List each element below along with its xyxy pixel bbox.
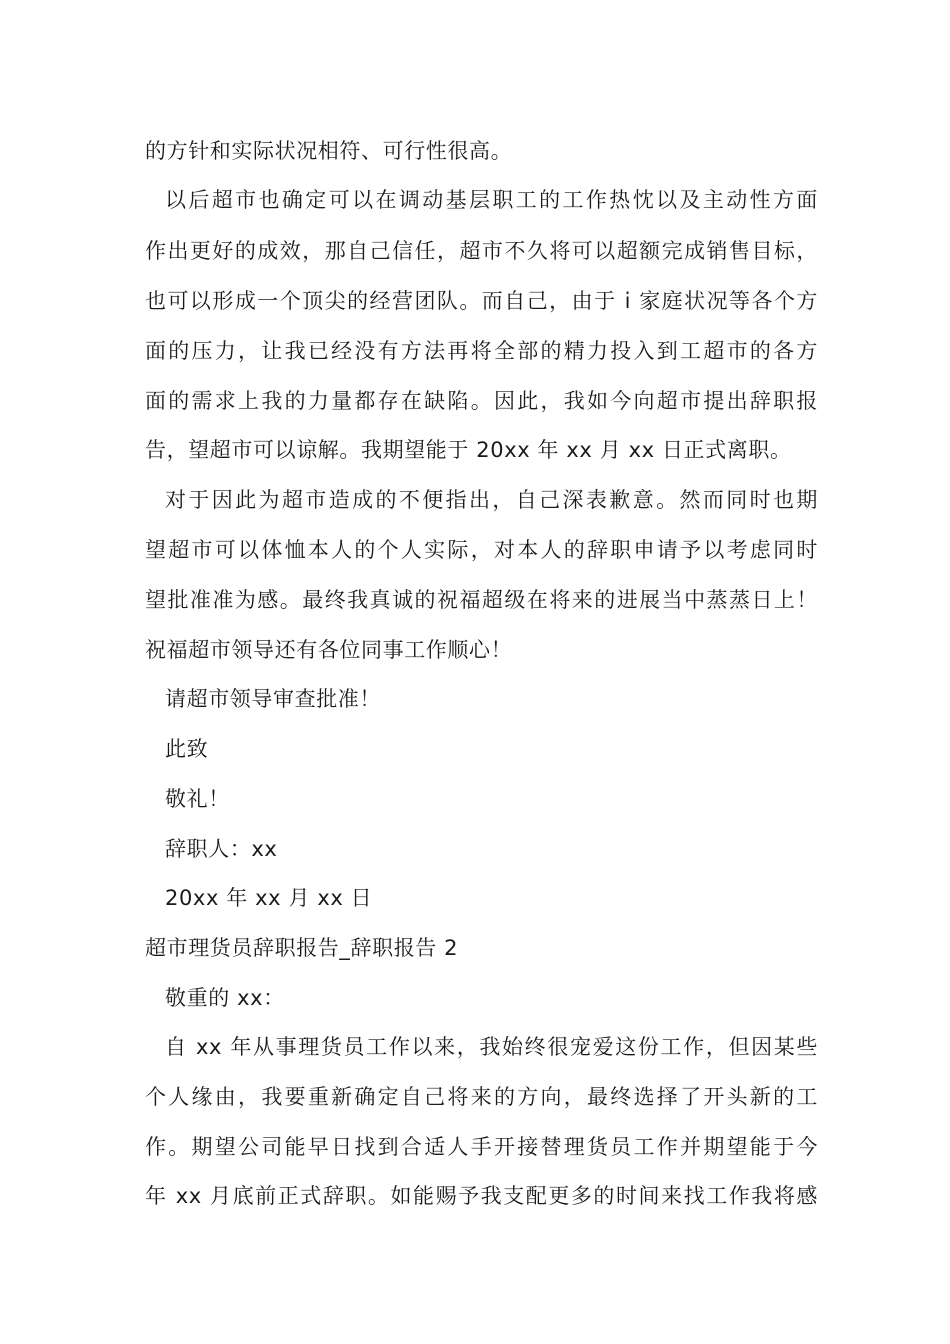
section-title: 超市理货员辞职报告_辞职报告 2 xyxy=(145,936,459,960)
greeting-line: 敬重的 xx： xyxy=(165,986,285,1010)
body-text-line: 作出更好的成效，那自己信任，超市不久将可以超额完成销售目标， xyxy=(145,239,818,263)
date-line: 20xx 年 xx 月 xx 日 xyxy=(165,886,373,910)
body-text-line: 年 xx 月底前正式辞职。如能赐予我支配更多的时间来找工作我将感 xyxy=(145,1184,818,1208)
body-text-line: 作。期望公司能早日找到合适人手开接替理货员工作并期望能于今 xyxy=(145,1135,818,1159)
body-text-line: 祝福超市领导还有各位同事工作顺心！ xyxy=(145,638,513,662)
paragraph-first-line: 对于因此为超市造成的不便指出，自己深表歉意。然而同时也期 xyxy=(165,488,818,512)
body-text-line: 面的需求上我的力量都存在缺陷。因此，我如今向超市提出辞职报 xyxy=(145,389,818,413)
closing-request: 请超市领导审查批准！ xyxy=(165,687,381,711)
signature-line: 辞职人：xx xyxy=(165,837,278,861)
body-text-line: 面的压力，让我已经没有方法再将全部的精力投入到工超市的各方 xyxy=(145,339,818,363)
body-text-line: 个人缘由，我要重新确定自己将来的方向，最终选择了开头新的工 xyxy=(145,1085,818,1109)
body-text-line: 的方针和实际状况相符、可行性很高。 xyxy=(145,139,513,163)
paragraph-first-line: 以后超市也确定可以在调动基层职工的工作热忱以及主动性方面 xyxy=(165,188,818,212)
paragraph-first-line: 自 xx 年从事理货员工作以来，我始终很宠爱这份工作，但因某些 xyxy=(165,1035,818,1059)
closing-salutation: 此致 xyxy=(165,737,209,761)
body-text-line: 告，望超市可以谅解。我期望能于 20xx 年 xx 月 xx 日正式离职。 xyxy=(145,438,792,462)
body-text-line: 望超市可以体恤本人的个人实际，对本人的辞职申请予以考虑同时 xyxy=(145,538,818,562)
body-text-line: 也可以形成一个顶尖的经营团队。而自己，由于 i 家庭状况等各个方 xyxy=(145,289,818,313)
body-text-line: 望批准准为感。最终我真诚的祝福超级在将来的进展当中蒸蒸日上！ xyxy=(145,588,818,612)
closing-regards: 敬礼！ xyxy=(165,787,230,811)
